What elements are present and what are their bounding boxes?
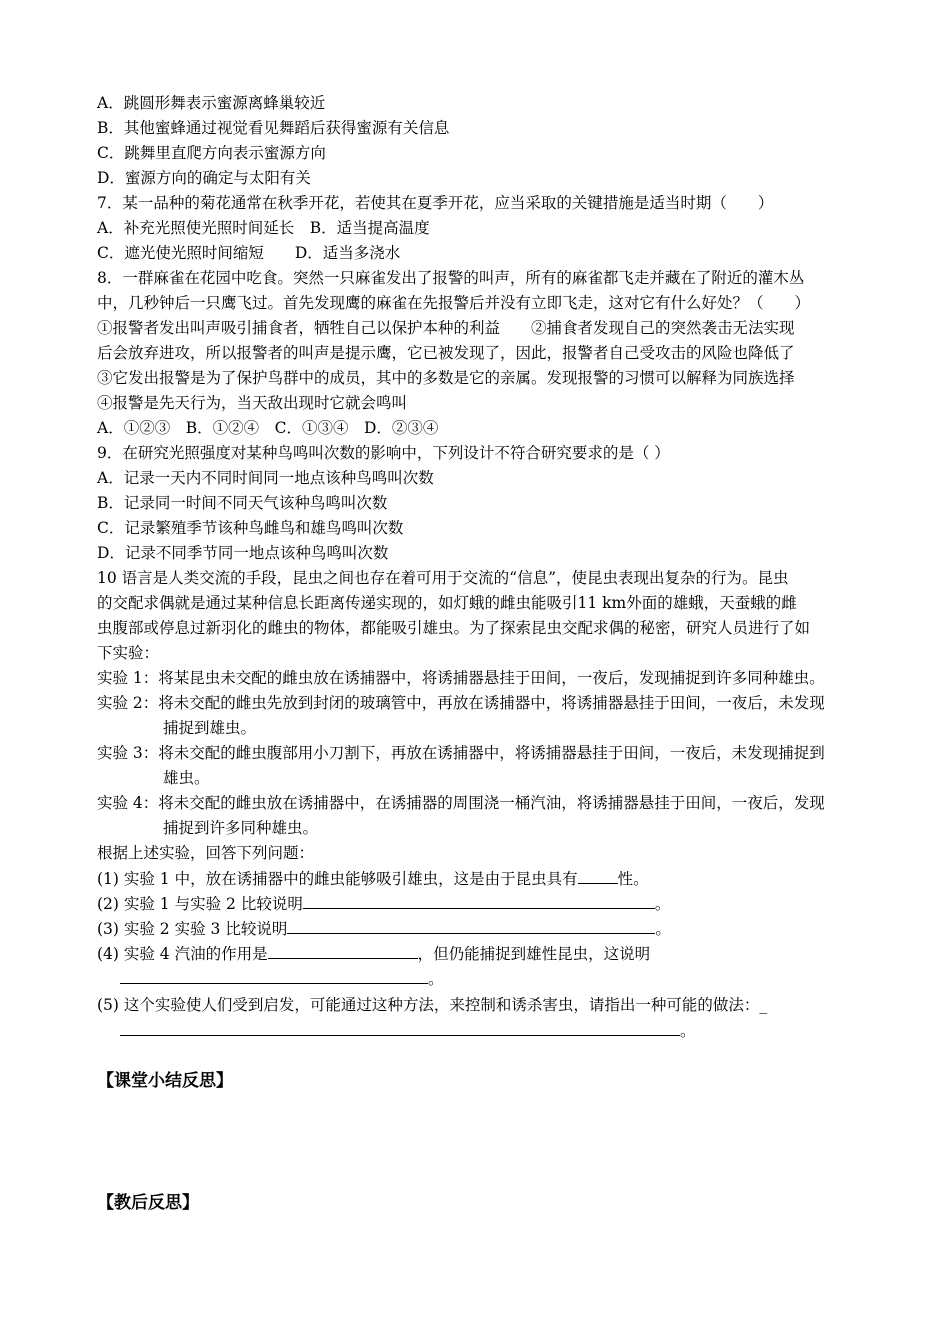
q10-intro-line: 虫腹部或停息过新羽化的雌虫的物体，都能吸引雄虫。为了探索昆虫交配求偶的秘密，研究人员进行了如 bbox=[97, 619, 811, 637]
q8-options: A．①②③ B．①②④ C．①③④ D．②③④ bbox=[97, 419, 439, 437]
q10-sub-4 bbox=[97, 943, 650, 964]
q10-intro-line: 10 语言是人类交流的手段，昆虫之间也存在着可用于交流的“信息”，使昆虫表现出复杂的行为。昆虫 bbox=[97, 569, 789, 587]
q10-sub-4-text: (4) 实验 4 汽油的作用是 bbox=[97, 945, 268, 963]
q7-options-cd: C．遮光使光照时间缩短 D．适当多浇水 bbox=[97, 244, 401, 262]
q8-line: 8．一群麻雀在花园中吃食。突然一只麻雀发出了报警的叫声，所有的麻雀都飞走并藏在了附近的灌木丛 bbox=[97, 269, 805, 287]
q9-option-a: A．记录一天内不同时间同一地点该种鸟鸣叫次数 bbox=[97, 469, 434, 487]
q8-line: ④报警是先天行为，当天敌出现时它就会鸣叫 bbox=[97, 394, 408, 412]
q10-prompt: 根据上述实验，回答下列问题： bbox=[97, 844, 315, 862]
experiment-3: 实验 3：将未交配的雌虫腹部用小刀割下，再放在诱捕器中，将诱捕器悬挂于田间，一夜后，未发现捕捉到 bbox=[97, 744, 825, 762]
q6-option-b: B．其他蜜蜂通过视觉看见舞蹈后获得蜜源有关信息 bbox=[97, 119, 450, 137]
experiment-2: 实验 2：将未交配的雌虫先放到封闭的玻璃管中，再放在诱捕器中，将诱捕器悬挂于田间，一夜后，未发现 bbox=[97, 694, 825, 712]
q10-sub-5: (5) 这个实验使人们受到启发，可能通过这种方法，来控制和诱杀害虫，请指出一种可能的做法：_ bbox=[97, 996, 768, 1014]
q7-options-ab: A．补充光照使光照时间延长 B．适当提高温度 bbox=[97, 219, 430, 237]
q8-line: ③它发出报警是为了保护鸟群中的成员，其中的多数是它的亲属。发现报警的习惯可以解释为同族选择 bbox=[97, 369, 795, 387]
q6-option-d: D．蜜源方向的确定与太阳有关 bbox=[97, 169, 311, 187]
q10-sub-1-text: (1) 实验 1 中，放在诱捕器中的雌虫能够吸引雄虫，这是由于昆虫具有 bbox=[97, 870, 578, 888]
q8-line: 中，几秒钟后一只鹰飞过。首先发现鹰的麻雀在先报警后并没有立即飞走，这对它有什么好处？（ ） bbox=[97, 294, 811, 312]
q10-sub-5-cont bbox=[120, 1020, 696, 1041]
answer-blank[interactable] bbox=[578, 868, 618, 884]
answer-blank[interactable] bbox=[287, 918, 655, 934]
class-summary-heading: 【课堂小结反思】 bbox=[97, 1071, 233, 1091]
experiment-4-cont: 捕捉到许多同种雄虫。 bbox=[163, 819, 319, 837]
q10-sub-2 bbox=[97, 893, 670, 914]
period: 。 bbox=[680, 1022, 696, 1040]
teaching-reflection-heading: 【教后反思】 bbox=[97, 1193, 199, 1213]
q10-sub-4-tail: ，但仍能捕捉到雄性昆虫，这说明 bbox=[417, 945, 651, 963]
answer-blank[interactable] bbox=[268, 943, 418, 959]
q8-line: 后会放弃进攻，所以报警者的叫声是提示鹰，它已被发现了，因此，报警者自己受攻击的风险也降低了 bbox=[97, 344, 795, 362]
q10-sub-1-tail: 性。 bbox=[617, 870, 649, 888]
q10-intro-line: 下实验： bbox=[97, 644, 160, 662]
period: 。 bbox=[428, 970, 444, 988]
period: 。 bbox=[654, 895, 671, 913]
experiment-3-cont: 雄虫。 bbox=[163, 769, 210, 787]
experiment-1: 实验 1：将某昆虫未交配的雌虫放在诱捕器中，将诱捕器悬挂于田间，一夜后，发现捕捉到许多同种雄虫。 bbox=[97, 669, 825, 687]
period: 。 bbox=[655, 920, 671, 938]
q10-intro-line: 的交配求偶就是通过某种信息长距离传递实现的，如灯蛾的雌虫能吸引11 km外面的雄蛾，天蚕蛾的雌 bbox=[97, 594, 797, 612]
q9-option-d: D．记录不同季节同一地点该种鸟鸣叫次数 bbox=[97, 544, 389, 562]
q9-option-b: B．记录同一时间不同天气该种鸟鸣叫次数 bbox=[97, 494, 388, 512]
experiment-4: 实验 4：将未交配的雌虫放在诱捕器中，在诱捕器的周围浇一桶汽油，将诱捕器悬挂于田间，一夜后，发现 bbox=[97, 794, 825, 812]
q10-sub-3-text: (3) 实验 2 实验 3 比较说明 bbox=[97, 920, 288, 938]
q9-stem: 9．在研究光照强度对某种鸟鸣叫次数的影响中，下列设计不符合研究要求的是（ ） bbox=[97, 444, 670, 462]
q6-option-c: C．跳舞里直爬方向表示蜜源方向 bbox=[97, 144, 326, 162]
q10-sub-2-text: (2) 实验 1 与实验 2 比较说明 bbox=[97, 895, 303, 913]
q10-sub-4-cont bbox=[120, 968, 444, 989]
q10-sub-3 bbox=[97, 918, 671, 939]
answer-blank[interactable] bbox=[120, 1020, 680, 1036]
q8-line: ①报警者发出叫声吸引捕食者，牺牲自己以保护本种的利益 ②捕食者发现自己的突然袭击无法实现 bbox=[97, 319, 795, 337]
q7-stem: 7．某一品种的菊花通常在秋季开花，若使其在夏季开花，应当采取的关键措施是适当时期（ ） bbox=[97, 194, 774, 212]
experiment-2-cont: 捕捉到雄虫。 bbox=[163, 719, 257, 737]
q6-option-a: A．跳圆形舞表示蜜源离蜂巢较近 bbox=[97, 94, 326, 112]
q10-sub-1 bbox=[97, 868, 649, 889]
answer-blank[interactable] bbox=[120, 968, 428, 984]
answer-blank[interactable] bbox=[303, 893, 655, 909]
q9-option-c: C．记录繁殖季节该种鸟雌鸟和雄鸟鸣叫次数 bbox=[97, 519, 404, 537]
